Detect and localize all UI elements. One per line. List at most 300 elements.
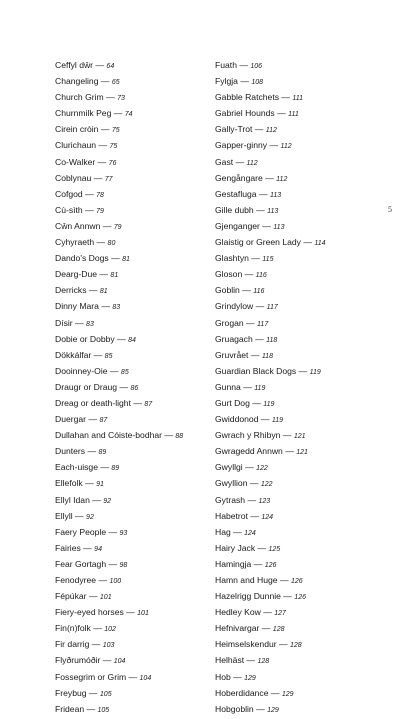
entry-page-number: 92 <box>86 513 94 521</box>
index-entry <box>55 298 205 314</box>
index-entry <box>55 137 205 153</box>
entry-dash: — <box>300 237 315 248</box>
entry-name: Hefnivargar <box>215 623 260 634</box>
entry-dash: — <box>244 655 258 666</box>
entry-name: Gabriel Hounds <box>215 108 275 119</box>
entry-dash: — <box>98 124 112 135</box>
entry-name: Flyðrumóðir <box>55 655 101 666</box>
index-entry <box>215 121 395 137</box>
index-entry <box>215 492 395 508</box>
entry-dash: — <box>82 204 97 215</box>
index-entry <box>55 121 205 137</box>
entry-name: Hag <box>215 526 231 537</box>
entry-dash: — <box>249 397 264 408</box>
entry-dash: — <box>237 76 252 87</box>
index-entry <box>55 89 205 105</box>
entry-dash: — <box>82 188 97 199</box>
index-entry <box>55 459 205 475</box>
entry-name: Fin(n)folk <box>55 623 91 634</box>
index-entry <box>55 57 205 73</box>
entry-name: Dullahan and Cóiste-bodhar <box>55 430 163 441</box>
entry-page-number: 117 <box>257 320 269 328</box>
entry-dash: — <box>258 414 272 425</box>
entry-dash: — <box>243 317 258 328</box>
entry-dash: — <box>100 220 114 231</box>
entry-dash: — <box>95 156 109 167</box>
entry-name: Hobgoblin <box>215 703 254 714</box>
entry-dash: — <box>91 349 105 360</box>
entry-name: Fenodyree <box>55 575 97 585</box>
entry-page-number: 79 <box>113 223 122 231</box>
index-entry <box>55 186 205 202</box>
entry-page-number: 111 <box>288 111 299 119</box>
entry-page-number: 81 <box>122 256 130 264</box>
entry-dash: — <box>86 285 100 296</box>
entry-name: Co-Walker <box>55 156 96 167</box>
index-entry <box>215 363 395 379</box>
index-entry <box>215 669 395 685</box>
entry-dash: — <box>90 623 105 634</box>
entry-name: Gunna <box>215 381 241 392</box>
entry-dash: — <box>279 92 293 103</box>
entry-page-number: 115 <box>262 256 274 264</box>
entry-dash: — <box>230 526 245 537</box>
entry-page-number: 83 <box>86 320 94 328</box>
entry-page-number: 113 <box>267 207 279 215</box>
entry-name: Dökkálfar <box>55 349 92 360</box>
entry-name: Gwiddonod <box>215 414 259 425</box>
index-entry <box>55 282 205 298</box>
entry-name: Fépúkar <box>55 591 87 602</box>
entry-page-number: 124 <box>244 529 256 537</box>
entry-dash: — <box>126 671 140 682</box>
entry-dash: — <box>86 414 100 425</box>
index-entry <box>55 105 205 121</box>
index-entry <box>215 57 395 73</box>
entry-page-number: 119 <box>271 417 284 425</box>
entry-name: Hamn and Huge <box>215 575 278 585</box>
index-entry <box>215 202 395 218</box>
entry-name: Fuath <box>215 60 237 70</box>
index-entry <box>215 186 395 202</box>
entry-page-number: 125 <box>268 545 281 553</box>
entry-page-number: 123 <box>258 497 271 505</box>
entry-name: Derricks <box>55 285 87 296</box>
entry-name: Glaistig or Green Lady <box>215 237 301 248</box>
entry-dash: — <box>248 253 263 264</box>
entry-dash: — <box>253 204 268 215</box>
entry-dash: — <box>282 446 297 457</box>
entry-dash: — <box>277 575 291 585</box>
entry-dash: — <box>296 365 310 376</box>
entry-dash: — <box>230 671 245 682</box>
index-entry <box>215 652 395 668</box>
index-entry <box>215 73 395 89</box>
index-entry <box>55 234 205 250</box>
entry-name: Gjenganger <box>215 220 260 231</box>
entry-page-number: 101 <box>137 610 149 618</box>
entry-dash: — <box>107 365 121 376</box>
entry-name: Ellyll <box>55 510 73 521</box>
index-entry <box>215 234 395 250</box>
entry-name: Habetrot <box>215 510 248 521</box>
index-entry <box>215 443 395 459</box>
index-entry <box>55 572 205 588</box>
entry-name: Fairies <box>55 542 81 553</box>
entry-page-number: 126 <box>264 561 277 569</box>
entry-name: Ellyl Idan <box>55 494 90 505</box>
entry-page-number: 104 <box>139 674 152 682</box>
entry-page-number: 75 <box>111 127 120 135</box>
entry-name: Dearg-Due <box>55 269 98 280</box>
index-entry <box>215 701 395 717</box>
entry-dash: — <box>108 253 123 264</box>
entry-name: Church Grim <box>55 92 104 103</box>
index-entry <box>55 701 205 717</box>
index-entry <box>215 524 395 540</box>
index-entry <box>55 540 205 556</box>
entry-dash: — <box>98 301 113 312</box>
entry-name: Coblynau <box>55 172 92 183</box>
entry-name: Faery People <box>55 526 107 537</box>
entry-name: Grindylow <box>215 301 254 312</box>
entry-dash: — <box>233 156 247 167</box>
entry-page-number: 124 <box>261 513 274 521</box>
entry-page-number: 83 <box>112 304 121 312</box>
index-entry <box>55 218 205 234</box>
entry-dash: — <box>259 623 273 634</box>
entry-page-number: 94 <box>94 545 102 553</box>
entry-dash: — <box>252 333 267 344</box>
index-entry <box>215 331 395 347</box>
entry-dash: — <box>242 462 257 473</box>
entry-page-number: 129 <box>281 690 294 698</box>
entry-name: Fylgja <box>215 76 238 87</box>
entry-name: Freybug <box>55 687 87 698</box>
entry-page-number: 80 <box>107 240 116 248</box>
entry-page-number: 113 <box>273 223 285 231</box>
entry-page-number: 122 <box>256 465 268 473</box>
index-entry <box>55 588 205 604</box>
entry-dash: — <box>80 542 95 553</box>
entry-page-number: 118 <box>261 352 273 360</box>
page-number: 5 <box>388 205 392 214</box>
entry-dash: — <box>253 703 268 714</box>
entry-page-number: 116 <box>253 288 265 296</box>
entry-name: Each-uisge <box>55 462 98 473</box>
entry-dash: — <box>255 542 269 553</box>
entry-name: Hedley Kow <box>215 607 261 618</box>
entry-dash: — <box>260 607 275 618</box>
entry-page-number: 78 <box>96 191 104 199</box>
entry-page-number: 128 <box>257 658 270 666</box>
index-entry <box>215 427 395 443</box>
entry-page-number: 119 <box>254 384 266 392</box>
entry-page-number: 89 <box>98 449 107 457</box>
entry-page-number: 121 <box>296 449 308 457</box>
entry-name: Hoberdidance <box>215 687 269 698</box>
entry-dash: — <box>84 703 98 714</box>
entry-page-number: 127 <box>274 610 286 618</box>
index-entry <box>55 154 205 170</box>
entry-name: Gwyllgi <box>215 462 243 473</box>
entry-name: Fossegrim or Grim <box>55 671 127 682</box>
entry-name: Duergar <box>55 414 87 425</box>
entry-page-number: 126 <box>294 594 306 602</box>
entry-page-number: 77 <box>104 175 113 183</box>
entry-dash: — <box>267 140 281 151</box>
index-entry <box>215 572 395 588</box>
index-entry <box>55 508 205 524</box>
entry-page-number: 93 <box>119 529 128 537</box>
entry-name: Fear Gortagh <box>55 558 107 569</box>
index-entry <box>55 556 205 572</box>
entry-page-number: 100 <box>109 578 122 585</box>
entry-name: Fiery-eyed horses <box>55 607 124 618</box>
entry-name: Heimselskendur <box>215 639 277 650</box>
entry-name: Dinny Mara <box>55 301 99 312</box>
entry-name: Dísir <box>55 317 73 328</box>
entry-page-number: 113 <box>269 191 282 199</box>
index-entry <box>55 411 205 427</box>
entry-page-number: 118 <box>266 336 278 344</box>
entry-name: Dando's Dogs <box>55 253 109 264</box>
entry-page-number: 64 <box>106 63 115 70</box>
entry-name: Glashtyn <box>215 253 249 264</box>
entry-dash: — <box>96 140 110 151</box>
entry-page-number: 89 <box>111 465 120 473</box>
index-entry <box>55 170 205 186</box>
entry-page-number: 108 <box>251 79 263 87</box>
entry-dash: — <box>91 172 105 183</box>
entry-page-number: 84 <box>128 336 136 344</box>
index-entry <box>215 411 395 427</box>
entry-dash: — <box>245 494 259 505</box>
entry-page-number: 128 <box>290 642 302 650</box>
entry-dash: — <box>106 526 120 537</box>
index-entry <box>55 363 205 379</box>
entry-name: Clurichaun <box>55 140 97 151</box>
entry-page-number: 103 <box>102 642 115 650</box>
entry-page-number: 112 <box>276 175 288 183</box>
index-entry <box>55 524 205 540</box>
entry-name: Gwrach y Rhibyn <box>215 430 281 441</box>
entry-name: Hazelrigg Dunnie <box>215 591 281 602</box>
entry-dash: — <box>72 510 87 521</box>
entry-dash: — <box>106 558 120 569</box>
entry-page-number: 65 <box>111 79 120 87</box>
entry-name: Changeling <box>55 76 99 87</box>
entry-name: Gwyllion <box>215 478 248 489</box>
index-entry <box>215 347 395 363</box>
index-entry <box>55 475 205 491</box>
entry-page-number: 85 <box>120 368 129 376</box>
entry-name: Helhäst <box>215 655 245 666</box>
entry-name: Grogan <box>215 317 244 328</box>
index-entry <box>215 298 395 314</box>
entry-page-number: 98 <box>119 561 128 569</box>
index-entry <box>215 154 395 170</box>
entry-name: Gille dubh <box>215 204 254 215</box>
entry-page-number: 79 <box>96 207 104 215</box>
entry-name: Cyhyraeth <box>55 237 95 248</box>
entry-dash: — <box>111 108 125 119</box>
entry-page-number: 122 <box>260 481 273 489</box>
index-entry <box>215 540 395 556</box>
entry-name: Cirein cròin <box>55 124 99 135</box>
entry-page-number: 126 <box>290 578 303 585</box>
entry-dash: — <box>240 381 255 392</box>
entry-name: Ellefolk <box>55 478 83 489</box>
index-entry <box>55 315 205 331</box>
entry-dash: — <box>262 172 277 183</box>
entry-page-number: 102 <box>104 626 116 634</box>
entry-dash: — <box>247 510 262 521</box>
entry-page-number: 81 <box>110 272 119 280</box>
entry-dash: — <box>242 269 256 280</box>
entry-dash: — <box>256 188 270 199</box>
entry-page-number: 116 <box>255 272 267 280</box>
entry-dash: — <box>236 60 251 70</box>
index-entry <box>55 492 205 508</box>
index-entry <box>55 73 205 89</box>
entry-dash: — <box>85 446 99 457</box>
index-entry <box>215 218 395 234</box>
index-entry <box>215 282 395 298</box>
entry-name: Gapper-ginny <box>215 140 268 151</box>
entry-name: Guardian Black Dogs <box>215 365 297 376</box>
entry-name: Gurt Dog <box>215 397 250 408</box>
index-entry <box>215 266 395 282</box>
entry-dash: — <box>117 381 131 392</box>
index-entry <box>55 443 205 459</box>
entry-page-number: 76 <box>108 159 117 167</box>
entry-name: Gruvrået <box>215 349 249 360</box>
entry-name: Hamingja <box>215 558 252 569</box>
entry-page-number: 75 <box>109 143 118 151</box>
entry-dash: — <box>94 237 108 248</box>
entry-page-number: 121 <box>293 433 306 441</box>
index-entry <box>55 347 205 363</box>
entry-dash: — <box>89 494 104 505</box>
entry-page-number: 106 <box>250 63 263 70</box>
entry-name: Dobie or Dobby <box>55 333 115 344</box>
entry-page-number: 111 <box>292 95 304 103</box>
entry-dash: — <box>89 639 103 650</box>
entry-page-number: 91 <box>96 481 104 489</box>
entry-dash: — <box>86 591 100 602</box>
entry-name: Gabble Ratchets <box>215 92 280 103</box>
entry-dash: — <box>96 575 110 585</box>
index-entry <box>55 331 205 347</box>
entry-name: Cofgod <box>55 188 83 199</box>
entry-page-number: 87 <box>144 400 153 408</box>
entry-dash: — <box>253 301 267 312</box>
index-entry <box>55 620 205 636</box>
index-entry <box>55 604 205 620</box>
entry-name: Dreag or death-light <box>55 397 131 408</box>
index-entry <box>215 395 395 411</box>
entry-name: Gengångare <box>215 172 263 183</box>
entry-page-number: 81 <box>99 288 108 296</box>
entry-page-number: 128 <box>272 626 285 634</box>
entry-dash: — <box>97 269 111 280</box>
entry-dash: — <box>98 462 112 473</box>
index-entry <box>215 588 395 604</box>
entry-dash: — <box>280 430 294 441</box>
entry-name: Hairy Jack <box>215 542 256 553</box>
index-entry <box>55 685 205 701</box>
index-column-right <box>215 57 395 717</box>
entry-dash: — <box>130 397 145 408</box>
index-entry <box>55 250 205 266</box>
index-entry <box>215 475 395 491</box>
entry-page-number: 101 <box>99 594 112 602</box>
entry-page-number: 88 <box>175 433 184 441</box>
entry-page-number: 86 <box>130 384 139 392</box>
entry-page-number: 105 <box>99 690 112 698</box>
entry-name: Gally-Trot <box>215 124 253 135</box>
entry-page-number: 92 <box>103 497 112 505</box>
index-entry <box>215 459 395 475</box>
entry-name: Ceffyl dŵr <box>55 60 94 70</box>
index-entry <box>55 266 205 282</box>
entry-name: Fridean <box>55 703 85 714</box>
entry-name: Cù-sìth <box>55 204 83 215</box>
entry-page-number: 85 <box>104 352 113 360</box>
index-entry <box>55 652 205 668</box>
entry-dash: — <box>100 655 114 666</box>
index-entry <box>215 250 395 266</box>
entry-name: Churnmilk Peg <box>55 108 112 119</box>
entry-dash: — <box>274 108 289 119</box>
entry-dash: — <box>123 607 138 618</box>
entry-dash: — <box>162 430 176 441</box>
index-entry <box>215 379 395 395</box>
index-entry <box>55 379 205 395</box>
index-entry <box>215 89 395 105</box>
entry-name: Fir darrig <box>55 639 90 650</box>
entry-dash: — <box>259 220 274 231</box>
entry-name: Gestafluga <box>215 188 257 199</box>
entry-dash: — <box>247 478 261 489</box>
entry-page-number: 119 <box>309 368 321 376</box>
index-entry <box>55 395 205 411</box>
index-column-left <box>55 57 205 717</box>
entry-dash: — <box>114 333 129 344</box>
entry-page-number: 114 <box>314 240 326 248</box>
index-entry <box>215 556 395 572</box>
index-entry <box>215 604 395 620</box>
entry-name: Dunters <box>55 446 86 457</box>
entry-page-number: 112 <box>280 143 292 151</box>
entry-page-number: 105 <box>97 706 110 714</box>
entry-dash: — <box>276 639 290 650</box>
index-entry <box>215 137 395 153</box>
entry-name: Gast <box>215 156 234 167</box>
entry-dash: — <box>86 687 100 698</box>
entry-page-number: 87 <box>99 417 108 425</box>
entry-page-number: 112 <box>265 127 277 135</box>
index-entry <box>55 202 205 218</box>
entry-page-number: 119 <box>263 400 275 408</box>
entry-name: Hob <box>215 671 231 682</box>
index-entry <box>55 427 205 443</box>
entry-name: Cŵn Annwn <box>55 220 101 231</box>
entry-page-number: 117 <box>266 304 278 312</box>
entry-dash: — <box>103 92 118 103</box>
entry-page-number: 73 <box>117 95 125 103</box>
